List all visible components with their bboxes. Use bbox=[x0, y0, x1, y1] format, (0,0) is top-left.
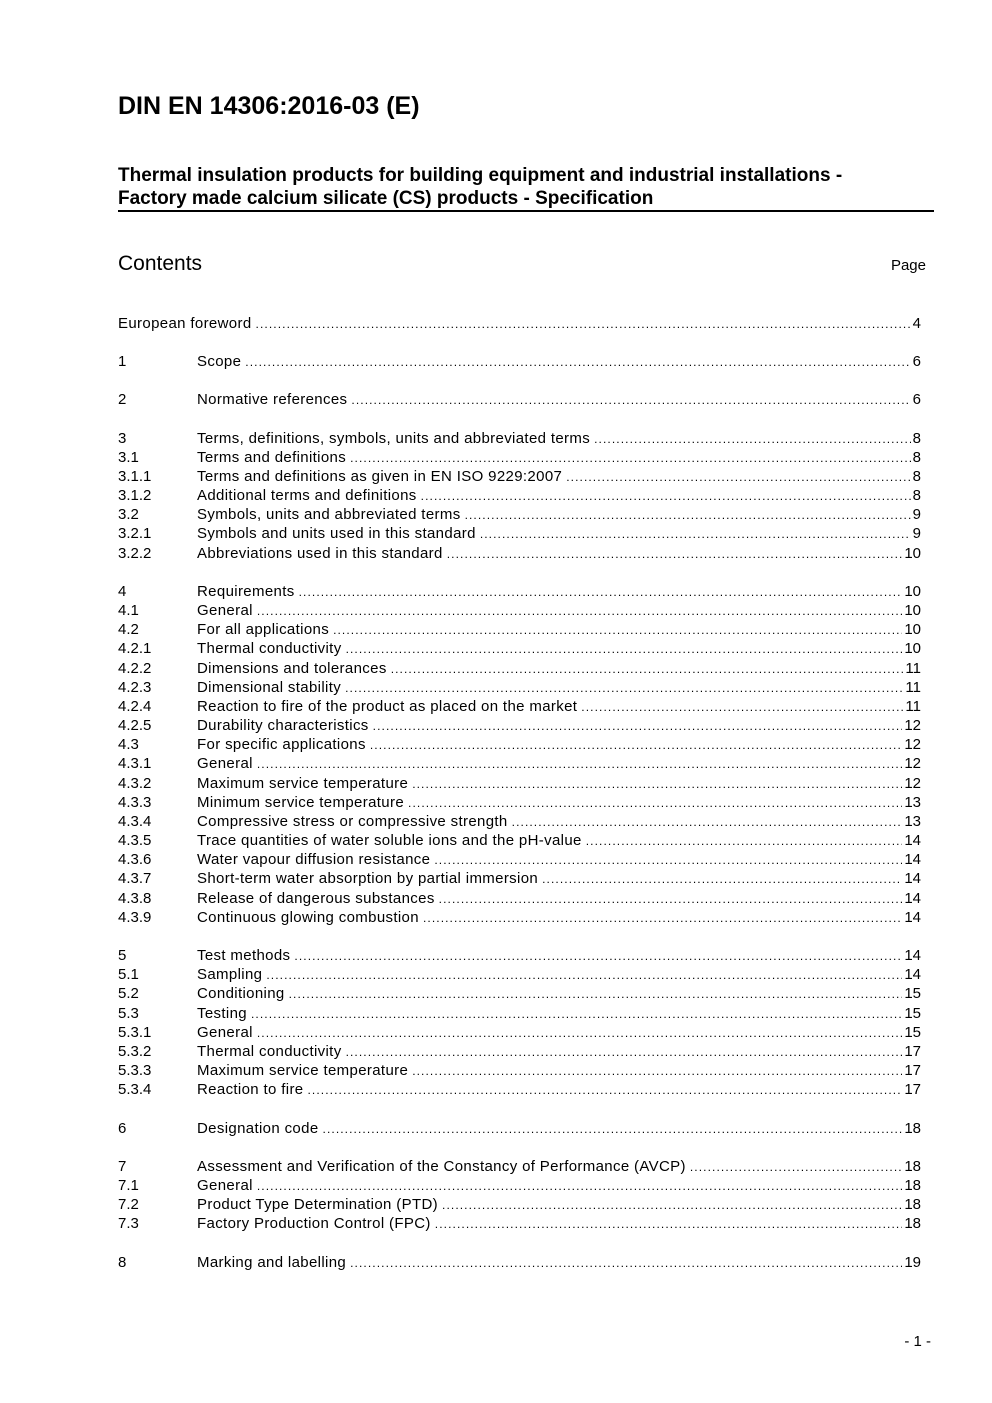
toc-entry[interactable] bbox=[118, 698, 921, 717]
toc-leader-dots bbox=[257, 1026, 902, 1040]
toc-entry[interactable] bbox=[118, 870, 921, 889]
toc-entry-number: 5.2 bbox=[118, 985, 139, 1002]
toc-leader-dots bbox=[581, 700, 903, 714]
toc-entry-title: Dimensional stability bbox=[197, 679, 342, 696]
toc-entry[interactable] bbox=[118, 755, 921, 774]
toc-entry[interactable] bbox=[118, 1005, 921, 1024]
toc-entry[interactable] bbox=[118, 985, 921, 1004]
toc-entry[interactable] bbox=[118, 1254, 921, 1273]
toc-entry-page: 11 bbox=[905, 679, 921, 696]
toc-leader-dots bbox=[333, 623, 902, 637]
toc-entry[interactable] bbox=[118, 851, 921, 870]
toc-leader-dots bbox=[442, 1198, 902, 1212]
toc-leader-dots bbox=[346, 642, 903, 656]
toc-entry-page: 18 bbox=[904, 1158, 921, 1175]
toc-entry-title: Symbols and units used in this standard bbox=[197, 525, 476, 542]
toc-entry-number: 3.1.2 bbox=[118, 487, 152, 504]
toc-entry-page: 18 bbox=[904, 1215, 921, 1232]
toc-entry-page: 17 bbox=[904, 1081, 921, 1098]
toc-entry-page: 6 bbox=[912, 353, 921, 370]
toc-entry[interactable] bbox=[118, 717, 921, 736]
toc-leader-dots bbox=[412, 777, 902, 791]
toc-leader-dots bbox=[480, 527, 911, 541]
toc-entry-number: 4.1 bbox=[118, 602, 139, 619]
toc-leader-dots bbox=[256, 317, 911, 331]
toc-entry-title: Reaction to fire bbox=[197, 1081, 304, 1098]
toc-leader-dots bbox=[542, 872, 902, 886]
toc-entry-title: Reaction to fire of the product as placed on the market bbox=[197, 698, 578, 715]
toc-entry-title: For all applications bbox=[197, 621, 330, 638]
toc-entry-title: European foreword bbox=[118, 315, 252, 332]
toc-entry-title: Requirements bbox=[197, 583, 295, 600]
toc-entry-title: Release of dangerous substances bbox=[197, 890, 435, 907]
toc-entry-title: Testing bbox=[197, 1005, 247, 1022]
toc-entry-title: Test methods bbox=[197, 947, 291, 964]
toc-entry-number: 3.2.2 bbox=[118, 545, 152, 562]
toc-leader-dots bbox=[323, 1122, 903, 1136]
toc-entry-page: 14 bbox=[904, 832, 921, 849]
toc-entry-title: Scope bbox=[197, 353, 242, 370]
toc-entry[interactable] bbox=[118, 315, 921, 334]
toc-entry-page: 11 bbox=[905, 698, 921, 715]
toc-entry-page: 9 bbox=[912, 525, 921, 542]
toc-entry[interactable] bbox=[118, 487, 921, 506]
toc-entry-number: 3.2.1 bbox=[118, 525, 152, 542]
title-divider bbox=[118, 210, 934, 212]
toc-entry[interactable] bbox=[118, 890, 921, 909]
toc-entry[interactable] bbox=[118, 813, 921, 832]
toc-leader-dots bbox=[350, 451, 911, 465]
toc-entry-title: Abbreviations used in this standard bbox=[197, 545, 443, 562]
toc-leader-dots bbox=[512, 815, 903, 829]
document-title bbox=[118, 164, 933, 210]
toc-leader-dots bbox=[465, 508, 911, 522]
toc-entry-number: 4.3.3 bbox=[118, 794, 152, 811]
toc-entry-number: 5.3.4 bbox=[118, 1081, 152, 1098]
toc-leader-dots bbox=[566, 470, 910, 484]
toc-entry-number: 6 bbox=[118, 1120, 127, 1137]
toc-entry-number: 1 bbox=[118, 353, 127, 370]
toc-entry[interactable] bbox=[118, 621, 921, 640]
toc-entry-number: 4.2 bbox=[118, 621, 139, 638]
toc-entry-number: 5.3.1 bbox=[118, 1024, 152, 1041]
toc-entry-number: 4 bbox=[118, 583, 127, 600]
toc-leader-dots bbox=[350, 1256, 902, 1270]
toc-leader-dots bbox=[257, 604, 902, 618]
toc-entry-number: 3.1.1 bbox=[118, 468, 152, 485]
document-number: DIN EN 14306:2016-03 (E) bbox=[118, 92, 420, 120]
toc-entry-page: 18 bbox=[904, 1177, 921, 1194]
toc-entry-number: 5.1 bbox=[118, 966, 139, 983]
toc-leader-dots bbox=[251, 1007, 902, 1021]
toc-entry-title: Continuous glowing combustion bbox=[197, 909, 419, 926]
toc-entry[interactable] bbox=[118, 583, 921, 602]
toc-entry-title: Water vapour diffusion resistance bbox=[197, 851, 431, 868]
toc-entry-page: 15 bbox=[904, 1024, 921, 1041]
page-column-label: Page bbox=[890, 257, 926, 274]
toc-entry-number: 5.3.3 bbox=[118, 1062, 152, 1079]
toc-entry-page: 17 bbox=[904, 1062, 921, 1079]
toc-entry[interactable] bbox=[118, 1196, 921, 1215]
toc-entry-number: 3.1 bbox=[118, 449, 139, 466]
toc-leader-dots bbox=[439, 892, 903, 906]
toc-entry-number: 2 bbox=[118, 391, 127, 408]
toc-entry[interactable] bbox=[118, 468, 921, 487]
toc-entry-number: 4.2.5 bbox=[118, 717, 152, 734]
toc-entry[interactable] bbox=[118, 679, 921, 698]
toc-entry-number: 8 bbox=[118, 1254, 127, 1271]
toc-leader-dots bbox=[257, 757, 902, 771]
toc-leader-dots bbox=[690, 1160, 902, 1174]
document-title-line: Factory made calcium silicate (CS) products - Specification bbox=[118, 188, 654, 209]
toc-entry-title: Symbols, units and abbreviated terms bbox=[197, 506, 461, 523]
toc-entry-title: Trace quantities of water soluble ions and the pH-value bbox=[197, 832, 582, 849]
toc-entry-title: Terms and definitions as given in EN ISO 9229:2007 bbox=[197, 468, 563, 485]
toc-entry-page: 14 bbox=[904, 909, 921, 926]
toc-leader-dots bbox=[294, 949, 902, 963]
toc-entry-number: 4.3.6 bbox=[118, 851, 152, 868]
toc-entry-page: 12 bbox=[904, 717, 921, 734]
toc-entry[interactable] bbox=[118, 602, 921, 621]
toc-entry-page: 8 bbox=[912, 449, 921, 466]
toc-entry-page: 8 bbox=[912, 430, 921, 447]
toc-entry-page: 10 bbox=[904, 545, 921, 562]
toc-leader-dots bbox=[408, 796, 902, 810]
toc-entry[interactable] bbox=[118, 640, 921, 659]
toc-entry-page: 4 bbox=[912, 315, 921, 332]
toc-entry-title: Thermal conductivity bbox=[197, 1043, 342, 1060]
toc-entry-number: 4.3.7 bbox=[118, 870, 152, 887]
toc-leader-dots bbox=[391, 662, 904, 676]
toc-entry-title: Compressive stress or compressive strength bbox=[197, 813, 508, 830]
toc-entry-page: 14 bbox=[904, 851, 921, 868]
toc-entry-page: 15 bbox=[904, 985, 921, 1002]
toc-entry[interactable] bbox=[118, 525, 921, 544]
toc-leader-dots bbox=[373, 719, 903, 733]
toc-entry[interactable] bbox=[118, 1062, 921, 1081]
toc-entry-title: Minimum service temperature bbox=[197, 794, 405, 811]
toc-entry-page: 14 bbox=[904, 870, 921, 887]
toc-entry-title: Marking and labelling bbox=[197, 1254, 347, 1271]
document-title-line: Thermal insulation products for building equipment and industrial installations - bbox=[118, 165, 843, 186]
toc-entry-page: 12 bbox=[904, 736, 921, 753]
toc-leader-dots bbox=[447, 547, 903, 561]
toc-leader-dots bbox=[299, 585, 903, 599]
toc-entry-title: Sampling bbox=[197, 966, 263, 983]
toc-entry-number: 4.3.1 bbox=[118, 755, 152, 772]
toc-entry-number: 5.3 bbox=[118, 1005, 139, 1022]
toc-entry-title: Terms and definitions bbox=[197, 449, 347, 466]
toc-entry-title: Conditioning bbox=[197, 985, 285, 1002]
toc-entry[interactable] bbox=[118, 1024, 921, 1043]
toc-entry-page: 9 bbox=[912, 506, 921, 523]
toc-entry-number: 4.3 bbox=[118, 736, 139, 753]
toc-entry[interactable] bbox=[118, 775, 921, 794]
toc-entry-title: Product Type Determination (PTD) bbox=[197, 1196, 439, 1213]
toc-entry-title: Normative references bbox=[197, 391, 348, 408]
toc-entry-number: 4.3.2 bbox=[118, 775, 152, 792]
toc-entry[interactable] bbox=[118, 1158, 921, 1177]
toc-leader-dots bbox=[434, 853, 902, 867]
page-number: - 1 - bbox=[904, 1333, 931, 1350]
toc-entry-page: 10 bbox=[904, 602, 921, 619]
toc-entry-page: 10 bbox=[904, 621, 921, 638]
toc-leader-dots bbox=[346, 1045, 903, 1059]
toc-entry-page: 11 bbox=[905, 660, 921, 677]
toc-entry-title: Factory Production Control (FPC) bbox=[197, 1215, 431, 1232]
toc-entry-title: Short-term water absorption by partial immersion bbox=[197, 870, 539, 887]
toc-entry-title: Maximum service temperature bbox=[197, 775, 409, 792]
toc-leader-dots bbox=[257, 1179, 902, 1193]
toc-leader-dots bbox=[412, 1064, 902, 1078]
toc-entry[interactable] bbox=[118, 736, 921, 755]
toc-entry-number: 4.3.4 bbox=[118, 813, 152, 830]
toc-entry-title: For specific applications bbox=[197, 736, 366, 753]
toc-entry-page: 14 bbox=[904, 890, 921, 907]
toc-entry-number: 4.2.3 bbox=[118, 679, 152, 696]
toc-entry-number: 7.3 bbox=[118, 1215, 139, 1232]
toc-entry-title: Terms, definitions, symbols, units and abbreviated terms bbox=[197, 430, 591, 447]
toc-entry-title: Dimensions and tolerances bbox=[197, 660, 387, 677]
toc-entry-number: 7 bbox=[118, 1158, 127, 1175]
toc-entry[interactable] bbox=[118, 660, 921, 679]
toc-entry-page: 10 bbox=[904, 640, 921, 657]
toc-entry-number: 4.2.4 bbox=[118, 698, 152, 715]
toc-entry-page: 8 bbox=[912, 468, 921, 485]
toc-entry-page: 10 bbox=[904, 583, 921, 600]
toc-entry[interactable] bbox=[118, 1120, 921, 1139]
toc-entry[interactable] bbox=[118, 966, 921, 985]
toc-leader-dots bbox=[289, 987, 903, 1001]
toc-entry-number: 4.3.5 bbox=[118, 832, 152, 849]
toc-entry[interactable] bbox=[118, 1215, 921, 1234]
toc-entry[interactable] bbox=[118, 449, 921, 468]
toc-leader-dots bbox=[423, 911, 902, 925]
toc-entry[interactable] bbox=[118, 1177, 921, 1196]
toc-entry[interactable] bbox=[118, 430, 921, 449]
toc-entry-title: General bbox=[197, 1024, 253, 1041]
toc-entry-title: Designation code bbox=[197, 1120, 319, 1137]
toc-entry-title: Maximum service temperature bbox=[197, 1062, 409, 1079]
toc-entry-number: 3.2 bbox=[118, 506, 139, 523]
toc-entry[interactable] bbox=[118, 1043, 921, 1062]
toc-entry-number: 3 bbox=[118, 430, 127, 447]
toc-entry-page: 15 bbox=[904, 1005, 921, 1022]
toc-entry-page: 8 bbox=[912, 487, 921, 504]
toc-entry[interactable] bbox=[118, 832, 921, 851]
toc-entry[interactable] bbox=[118, 794, 921, 813]
toc-entry[interactable] bbox=[118, 545, 921, 564]
toc-entry-page: 18 bbox=[904, 1120, 921, 1137]
toc-entry-number: 5 bbox=[118, 947, 127, 964]
toc-leader-dots bbox=[307, 1083, 902, 1097]
toc-leader-dots bbox=[421, 489, 911, 503]
toc-leader-dots bbox=[266, 968, 902, 982]
toc-entry[interactable] bbox=[118, 353, 921, 372]
toc-entry-page: 13 bbox=[904, 813, 921, 830]
toc-leader-dots bbox=[245, 355, 910, 369]
toc-leader-dots bbox=[435, 1217, 903, 1231]
toc-entry-page: 17 bbox=[904, 1043, 921, 1060]
toc-entry-number: 4.2.2 bbox=[118, 660, 152, 677]
toc-entry-page: 18 bbox=[904, 1196, 921, 1213]
toc-leader-dots bbox=[586, 834, 903, 848]
toc-entry-page: 12 bbox=[904, 775, 921, 792]
toc-entry-page: 13 bbox=[904, 794, 921, 811]
toc-entry[interactable] bbox=[118, 391, 921, 410]
toc-entry-number: 7.2 bbox=[118, 1196, 139, 1213]
toc-entry-number: 4.2.1 bbox=[118, 640, 152, 657]
toc-entry-number: 5.3.2 bbox=[118, 1043, 152, 1060]
toc-leader-dots bbox=[370, 738, 902, 752]
toc-entry[interactable] bbox=[118, 909, 921, 928]
toc-entry-title: Assessment and Verification of the Constancy of Performance (AVCP) bbox=[197, 1158, 686, 1175]
toc-leader-dots bbox=[594, 432, 911, 446]
toc-entry-number: 4.3.9 bbox=[118, 909, 152, 926]
toc-entry-title: General bbox=[197, 602, 253, 619]
toc-entry-page: 12 bbox=[904, 755, 921, 772]
toc-leader-dots bbox=[351, 393, 910, 407]
toc-entry[interactable] bbox=[118, 506, 921, 525]
toc-entry-title: General bbox=[197, 1177, 253, 1194]
toc-entry-page: 19 bbox=[904, 1254, 921, 1271]
contents-heading: Contents bbox=[118, 252, 203, 275]
toc-entry-number: 7.1 bbox=[118, 1177, 139, 1194]
toc-entry-title: Thermal conductivity bbox=[197, 640, 342, 657]
toc-entry-title: General bbox=[197, 755, 253, 772]
toc-entry-page: 14 bbox=[904, 947, 921, 964]
toc-entry-page: 14 bbox=[904, 966, 921, 983]
toc-entry[interactable] bbox=[118, 947, 921, 966]
toc-entry-title: Additional terms and definitions bbox=[197, 487, 417, 504]
toc-entry-number: 4.3.8 bbox=[118, 890, 152, 907]
toc-entry-title: Durability characteristics bbox=[197, 717, 369, 734]
toc-entry[interactable] bbox=[118, 1081, 921, 1100]
toc-leader-dots bbox=[345, 681, 903, 695]
toc-entry-page: 6 bbox=[912, 391, 921, 408]
